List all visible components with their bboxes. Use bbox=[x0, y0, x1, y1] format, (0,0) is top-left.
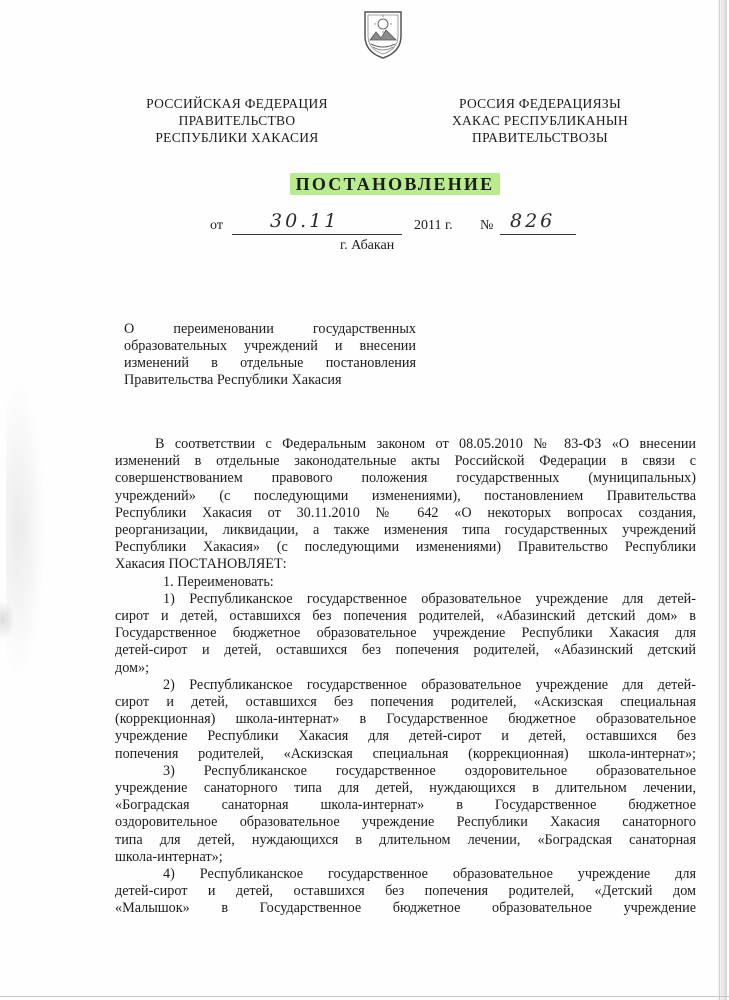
subject-line: изменений в отдельные постановления bbox=[124, 355, 416, 371]
body-line: Государственное бюджетное образовательное учреждение Республики Хакасия для bbox=[115, 625, 696, 642]
body-line: реорганизации, ликвидации, а также изменения типа государственных учреждений bbox=[115, 522, 696, 539]
body-line: Республики Хакасия от 30.11.2010 № 642 «О некоторых вопросах создания, bbox=[115, 504, 696, 521]
page-edge-line bbox=[719, 0, 720, 1000]
body-line: «Малышок» в Государственное бюджетное образовательное учреждение bbox=[115, 900, 696, 917]
body-line: изменений в отдельные законодательные акты Российской Федерации в связи с bbox=[115, 453, 696, 470]
body-line: 4) Республиканское государственное образовательное учреждение для bbox=[163, 866, 696, 883]
body-line: типа для детей, нуждающихся в длительном лечении, «Боградская санаторная bbox=[115, 831, 696, 848]
header-left-line: РОССИЙСКАЯ ФЕДЕРАЦИЯ bbox=[146, 96, 328, 111]
body-line: сирот и детей, оставшихся без попечения родителей, «Аскизская специальная bbox=[115, 694, 696, 711]
document-title bbox=[200, 174, 590, 195]
body-line: оздоровительное образовательное учреждение Республики Хакасия санаторного bbox=[115, 814, 696, 831]
number-sign: № bbox=[480, 218, 494, 233]
date-number-row bbox=[204, 212, 584, 238]
title-highlight: ПОСТАНОВЛЕНИЕ bbox=[290, 173, 501, 195]
date-prefix: от bbox=[210, 218, 223, 233]
subject-line: О переименовании государственных bbox=[124, 321, 416, 337]
document-body bbox=[115, 436, 696, 918]
number-handwritten: 826 bbox=[510, 210, 556, 232]
body-line: (коррекционная) школа-интернат» в Государственное бюджетное образовательное bbox=[115, 711, 696, 728]
header-left-line: РЕСПУБЛИКИ ХАКАСИЯ bbox=[155, 130, 319, 145]
number-underline bbox=[500, 234, 576, 235]
page-bottom-edge bbox=[0, 996, 729, 997]
subject-line: Правительства Республики Хакасия bbox=[124, 372, 342, 388]
body-line: учреждение Республики Хакасия для детей-сирот и детей, оставшихся без bbox=[115, 728, 696, 745]
body-line: сирот и детей, оставшихся без попечения родителей, «Абазинский детский дом» в bbox=[115, 608, 696, 625]
subject-line: образовательных учреждений и внесении bbox=[124, 338, 416, 354]
city-label: г. Абакан bbox=[340, 238, 395, 253]
body-line: попечения родителей, «Аскизская специальная (коррекционная) школа-интернат»; bbox=[115, 745, 696, 762]
header-right-line: РОССИЯ ФЕДЕРАЦИЯЗЫ bbox=[458, 96, 622, 111]
year-label: 2011 г. bbox=[414, 218, 453, 233]
scan-margin-mark bbox=[0, 600, 14, 640]
body-line: В соответствии с Федеральным законом от 08.05.2010 № 83-ФЗ «О внесении bbox=[155, 436, 696, 452]
header-right-line: ХАКАС РЕСПУБЛИКАНЫН bbox=[451, 113, 629, 128]
body-line: 3) Республиканское государственное оздоровительное образовательное bbox=[163, 762, 696, 779]
header-left-line: ПРАВИТЕЛЬСТВО bbox=[178, 113, 296, 128]
body-line: 1. Переименовать: bbox=[163, 573, 274, 590]
subject-block bbox=[124, 321, 416, 389]
body-line: учреждений» (с последующими изменениями), постановлением Правительства bbox=[115, 487, 696, 504]
body-line: Республики Хакасия» (с последующими изменениями) Правительство Республики bbox=[115, 539, 696, 556]
header-khakas bbox=[420, 95, 660, 146]
body-line: 2) Республиканское государственное образовательное учреждение для детей- bbox=[163, 676, 696, 693]
body-line: детей-сирот и детей, оставшихся без попечения родителей, «Абазинский детский bbox=[115, 642, 696, 659]
header-russian bbox=[118, 95, 356, 146]
body-line: школа-интернат»; bbox=[115, 848, 223, 865]
date-underline bbox=[232, 234, 402, 235]
body-line: совершенствованием правового положения государственных (муниципальных) bbox=[115, 470, 696, 487]
body-line: 1) Республиканское государственное образовательное учреждение для детей- bbox=[163, 590, 696, 607]
body-line: «Боградская санаторная школа-интернат» в Государственное бюджетное bbox=[115, 797, 696, 814]
body-line: Хакасия ПОСТАНОВЛЯЕТ: bbox=[115, 556, 287, 573]
body-line: детей-сирот и детей, оставшихся без попечения родителей, «Детский дом bbox=[115, 883, 696, 900]
body-line: дом»; bbox=[115, 659, 150, 676]
coat-of-arms-emblem-icon bbox=[359, 6, 407, 60]
body-line: учреждение санаторного типа для детей, нуждающихся в длительном лечении, bbox=[115, 780, 696, 797]
header-right-line: ПРАВИТЕЛЬСТВОЗЫ bbox=[472, 130, 608, 145]
date-handwritten: 30.11 bbox=[270, 210, 340, 232]
